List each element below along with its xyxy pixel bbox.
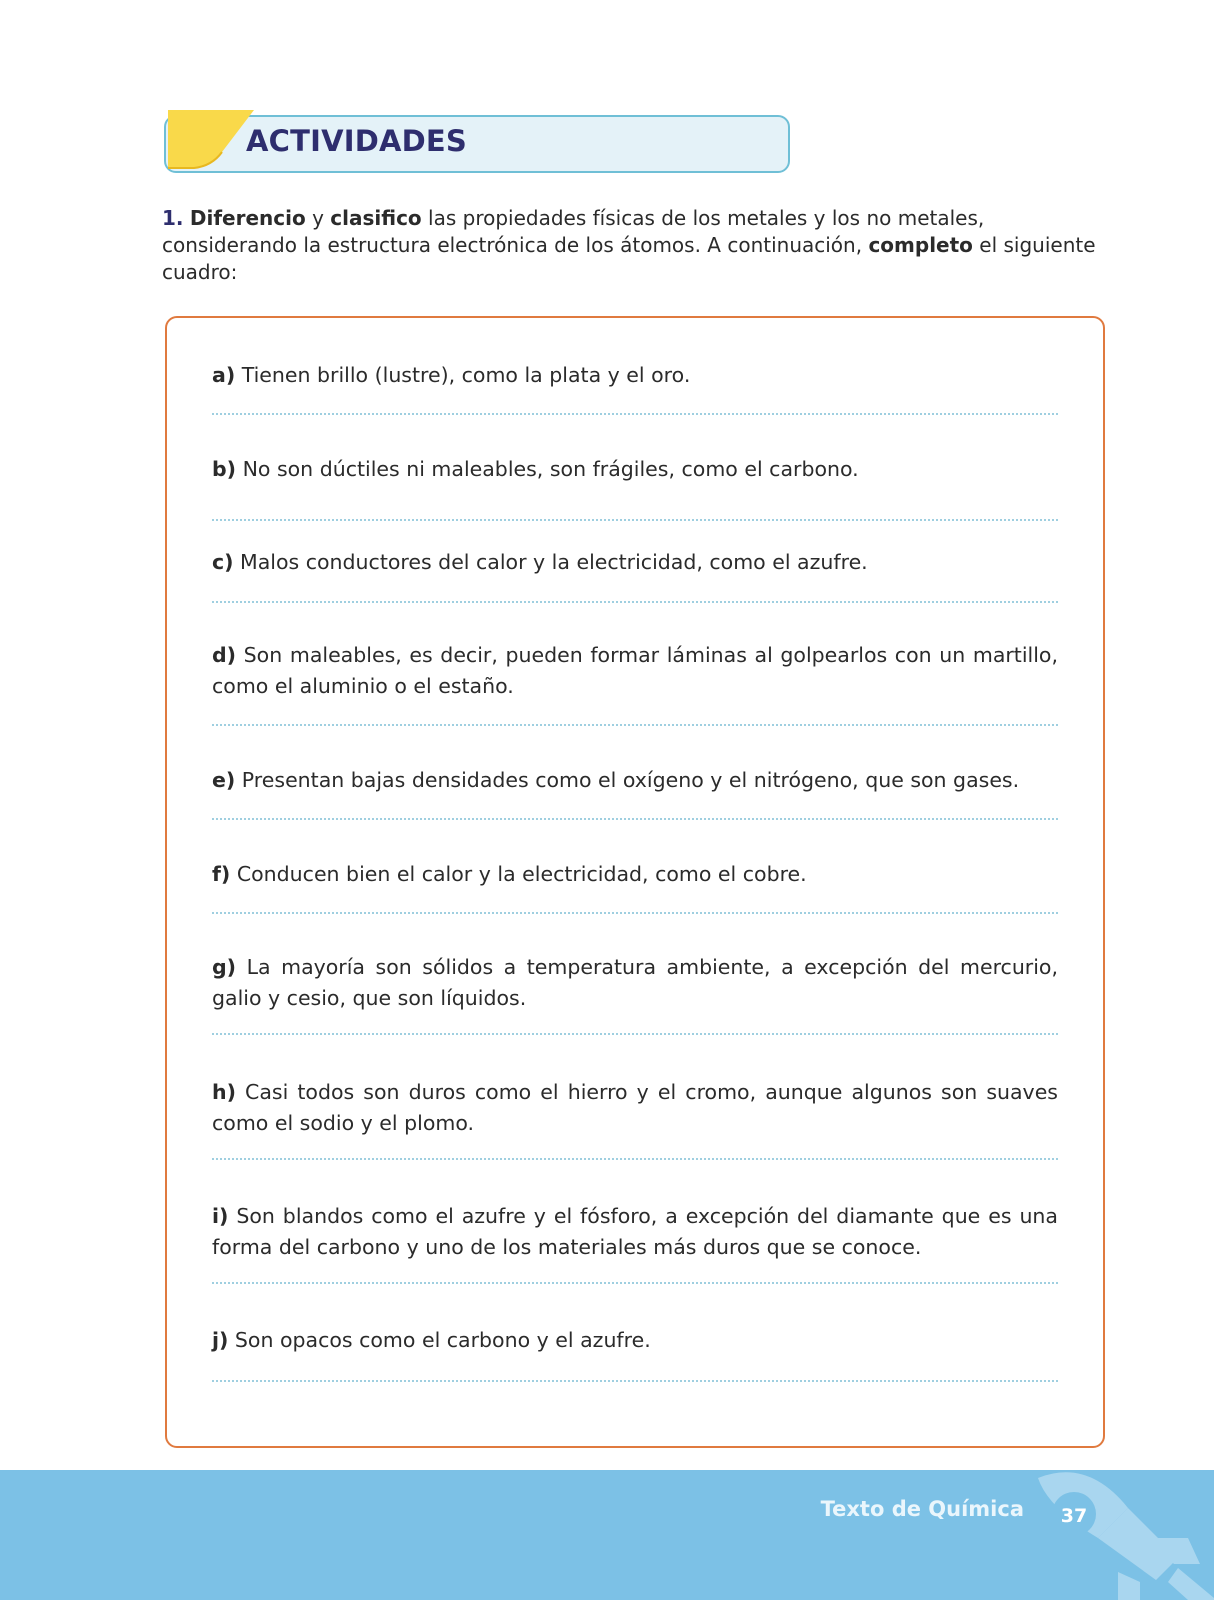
- answer-line-i[interactable]: [212, 1282, 1058, 1284]
- answer-line-c[interactable]: [212, 601, 1058, 603]
- item-letter: b): [212, 457, 237, 481]
- item-c: [212, 547, 1058, 578]
- item-letter: g): [212, 955, 237, 979]
- item-f: [212, 859, 1058, 890]
- verb-diferencio: Diferencio: [189, 206, 306, 230]
- answer-line-j[interactable]: [212, 1380, 1058, 1382]
- yellow-tab-shape: [164, 110, 254, 170]
- activity-number: 1.: [162, 206, 184, 230]
- item-j: [212, 1325, 1058, 1356]
- item-letter: f): [212, 862, 231, 886]
- verb-clasifico: clasifico: [330, 206, 422, 230]
- item-text: Tienen brillo (lustre), como la plata y el oro.: [235, 363, 691, 387]
- answer-line-e[interactable]: [212, 818, 1058, 820]
- item-letter: a): [212, 363, 236, 387]
- item-text: Presentan bajas densidades como el oxígeno y el nitrógeno, que son gases.: [235, 768, 1020, 792]
- instructions-conj: y: [305, 206, 331, 230]
- answer-line-g[interactable]: [212, 1033, 1058, 1035]
- item-text: No son dúctiles ni maleables, son frágiles, como el carbono.: [236, 457, 859, 481]
- answer-line-b[interactable]: [212, 519, 1058, 521]
- item-letter: c): [212, 550, 234, 574]
- item-text: Son maleables, es decir, pueden formar láminas al golpearlos con un martillo, como el aluminio o el estaño.: [212, 643, 1058, 698]
- item-text: Son blandos como el azufre y el fósforo, a excepción del diamante que es una forma del carbono y uno de los materiales más duros que se conoce.: [212, 1204, 1058, 1259]
- item-e: [212, 765, 1058, 796]
- book-title: Texto de Química: [820, 1497, 1024, 1521]
- item-text: Malos conductores del calor y la electricidad, como el azufre.: [233, 550, 868, 574]
- answer-line-d[interactable]: [212, 724, 1058, 726]
- answer-line-f[interactable]: [212, 912, 1058, 914]
- item-text: La mayoría son sólidos a temperatura ambiente, a excepción del mercurio, galio y cesio, que son líquidos.: [212, 955, 1058, 1010]
- item-text: Conducen bien el calor y la electricidad, como el cobre.: [230, 862, 807, 886]
- item-letter: i): [212, 1204, 229, 1228]
- item-b: [212, 454, 1058, 485]
- item-letter: e): [212, 768, 236, 792]
- instructions-text-2: el siguiente cuadro:: [162, 233, 1096, 284]
- activities-title: ACTIVIDADES: [246, 124, 468, 158]
- verb-completo: completo: [868, 233, 973, 257]
- item-letter: h): [212, 1080, 236, 1104]
- item-text: Casi todos son duros como el hierro y el cromo, aunque algunos son suaves como el sodio y el plomo.: [212, 1080, 1058, 1135]
- item-i: [212, 1201, 1058, 1263]
- item-letter: d): [212, 643, 237, 667]
- activity-instructions: [162, 205, 1106, 286]
- answer-line-h[interactable]: [212, 1158, 1058, 1160]
- answer-line-a[interactable]: [212, 413, 1058, 415]
- item-g: [212, 952, 1058, 1014]
- item-h: [212, 1077, 1058, 1139]
- item-letter: j): [212, 1328, 229, 1352]
- item-a: [212, 360, 1058, 391]
- instructions-text-1: las propiedades físicas de los metales y los no metales, considerando la estructura electrónica de los átomos. A continuación,: [162, 206, 985, 257]
- item-d: [212, 640, 1058, 702]
- item-text: Son opacos como el carbono y el azufre.: [228, 1328, 651, 1352]
- page-number: 37: [1060, 1505, 1088, 1527]
